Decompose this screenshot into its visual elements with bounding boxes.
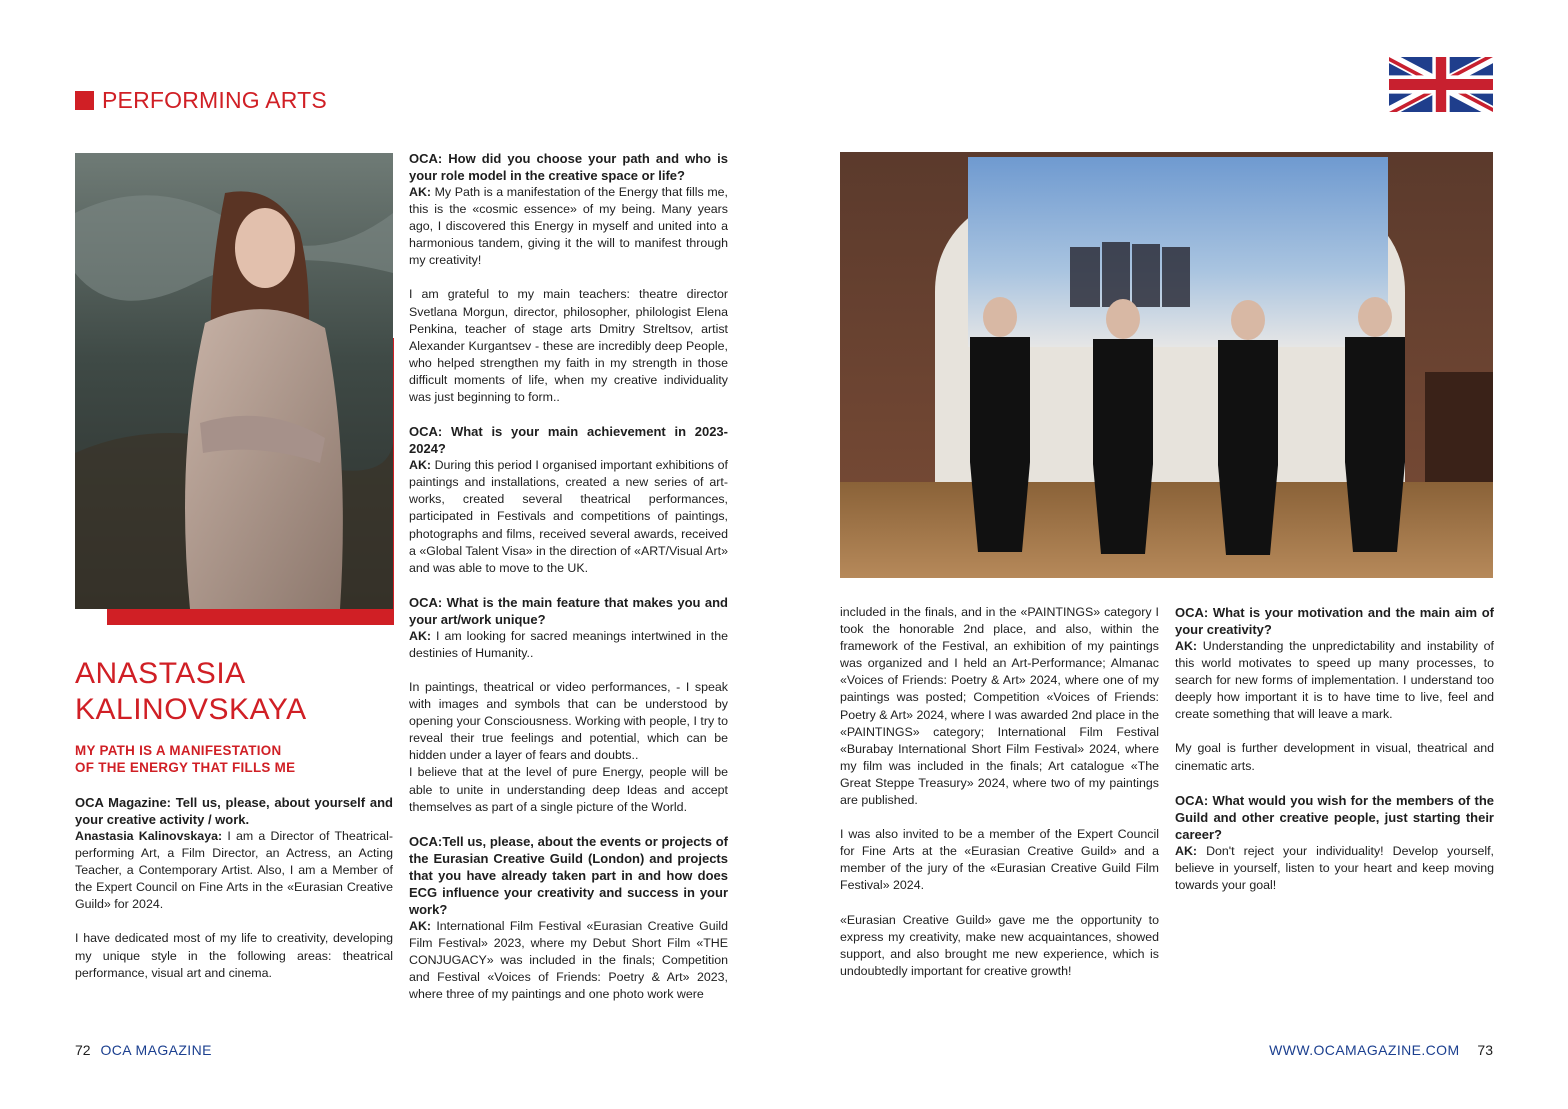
stage-performance-photo xyxy=(840,152,1493,578)
article-author-name xyxy=(75,656,307,728)
website-link[interactable]: WWW.OCAMAGAZINE.COM xyxy=(1269,1042,1460,1058)
section-title: PERFORMING ARTS xyxy=(102,87,327,113)
magazine-name: OCA MAGAZINE xyxy=(100,1042,212,1058)
author-last-name: KALINOVSKAYA xyxy=(75,693,307,726)
paragraph-festivals: included in the finals, and in the «PAINTINGS» category I took the honorable 2nd place, and also, within the framework of the Festival, an exhibition of my paintings was organized and I held an Art-Performance; Almanac «Voices of Friends: Poetry & Art» 2024, where one of my paintings was posted; Competition «Voices of Friends: Poetry & Art» 2024, where I was awarded 2nd place in the «PAINTINGS» category; International Film Festival «Burabay International Short Film Festival» 2024, where my film was included in the finals; Art catalogue «The Great Steppe Treasury» 2024, where two of my paintings are published. xyxy=(840,605,1159,808)
footer-left xyxy=(75,1042,212,1058)
ak-label: AK: xyxy=(1175,843,1198,858)
paragraph-expert-council: I was also invited to be a member of the Expert Council for Fine Arts at the «Eurasian Creative Guild» and a member of the jury of the «Eurasian Creative Guild Film Festival» 2024. xyxy=(840,827,1159,893)
ak-label: AK: xyxy=(409,628,432,643)
answer-1: I am a Director of Theatrical-performing Art, a Film Director, an Actress, an Acting Teacher, a Contemporary Artist. Also, I am a Member of the Expert Council on Fine Arts in the «Eurasian Creative Guild» for 2024. xyxy=(75,829,393,912)
paragraph-guild-gave: «Eurasian Creative Guild» gave me the opportunity to express my creativity, make new acquaintances, showed support, and also brought me new experience, which is undoubtedly important for creative growth! xyxy=(840,912,1159,978)
answer-label: Anastasia Kalinovskaya: xyxy=(75,829,223,843)
paragraph-2: I have dedicated most of my life to creativity, developing my unique style in the following areas: theatrical performance, visual art and cinema. xyxy=(75,931,393,980)
answer-path: My Path is a manifestation of the Energy that fills me, this is the «cosmic essence» of my being. Many years ago, I discovered this Energy in myself and united into a harmonious tandem, giving it the will to manifest through my creativity! xyxy=(409,185,728,268)
ak-label: AK: xyxy=(409,458,432,473)
answer-achievement: During this period I organised important exhibitions of paintings and installations, created a new series of art-works, created several theatrical performances, participated in Festivals and competitions of paintings, photographs and films, received several awards, received a «Global Talent Visa» in the direction of «ART/Visual Art» and was able to move to the UK. xyxy=(409,458,728,575)
ak-label: AK: xyxy=(1175,639,1198,653)
column-3 xyxy=(840,604,1159,997)
answer-unique: I am looking for sacred meanings intertwined in the destinies of Humanity.. xyxy=(409,628,728,660)
question-path: OCA: How did you choose your path and who is your role model in the creative space or life? xyxy=(409,151,728,183)
tagline-line-2: OF THE ENERGY THAT FILLS ME xyxy=(75,760,296,775)
column-2 xyxy=(409,150,728,1003)
column-1 xyxy=(75,794,393,999)
question-motivation: OCA: What is your motivation and the main aim of your creativity? xyxy=(1175,605,1494,637)
ak-label: AK: xyxy=(409,185,432,199)
paragraph-teachers: I am grateful to my main teachers: theatre director Svetlana Morgun, director, philosopher, philologist Elena Penkina, teacher of stage arts Dmitry Streltsov, artist Alexander Kurgantsev - these are incredibly deep People, who helped strengthen my faith in my strength in those difficult moments of life, when my creative individuality was just beginning to form.. xyxy=(409,287,728,405)
uk-flag-icon xyxy=(1389,57,1493,112)
tagline-line-1: MY PATH IS A MANIFESTATION xyxy=(75,743,282,758)
question-unique: OCA: What is the main feature that makes you and your art/work unique? xyxy=(409,594,728,627)
column-4 xyxy=(1175,604,1494,911)
section-marker-square xyxy=(75,91,94,110)
page-number-left: 72 xyxy=(75,1042,91,1058)
answer-wish: Don't reject your individuality! Develop yourself, believe in yourself, listen to your heart and keep moving towards your goal! xyxy=(1175,843,1494,892)
question-1: OCA Magazine: Tell us, please, about yourself and your creative activity / work. xyxy=(75,795,393,827)
page-number-right: 73 xyxy=(1477,1042,1493,1058)
answer-motivation: Understanding the unpredictability and instability of this world motivates to speed up many processes, to search for new forms of implementation. I understand too deeply how important it is to have time to live, feel and create something that will leave a mark. xyxy=(1175,639,1494,722)
footer-right xyxy=(1269,1042,1493,1058)
paragraph-images: In paintings, theatrical or video performances, - I speak with images and symbols that can be understood by opening your Consciousness. Working with people, I try to reveal their true feelings and potential, which can be hidden under a layer of fears and doubts.. xyxy=(409,679,728,763)
article-tagline xyxy=(75,742,295,776)
answer-ecg: International Film Festival «Eurasian Creative Guild Film Festival» 2023, where my Debut Short Film «THE CONJUGACY» was included in the finals; Competition and Festival «Voices of Friends: Poetry & Art» 2023, where three of my paintings and one photo work were xyxy=(409,918,728,1002)
portrait-photo xyxy=(75,153,393,609)
author-first-name: ANASTASIA xyxy=(75,657,246,690)
paragraph-energy: I believe that at the level of pure Energy, people will be able to unite in understanding deep Ideas and accept themselves as part of a single picture of the World. xyxy=(409,765,728,814)
question-achievement: OCA: What is your main achievement in 2023-2024? xyxy=(409,424,728,457)
question-ecg: OCA:Tell us, please, about the events or projects of the Eurasian Creative Guild (London) and projects that you have already taken part in and how does ECG influence your creativity and success in your work? xyxy=(409,833,728,917)
ak-label: AK: xyxy=(409,918,432,933)
question-wish: OCA: What would you wish for the members of the Guild and other creative people, just starting their career? xyxy=(1175,792,1494,842)
paragraph-goal: My goal is further development in visual, theatrical and cinematic arts. xyxy=(1175,741,1494,773)
